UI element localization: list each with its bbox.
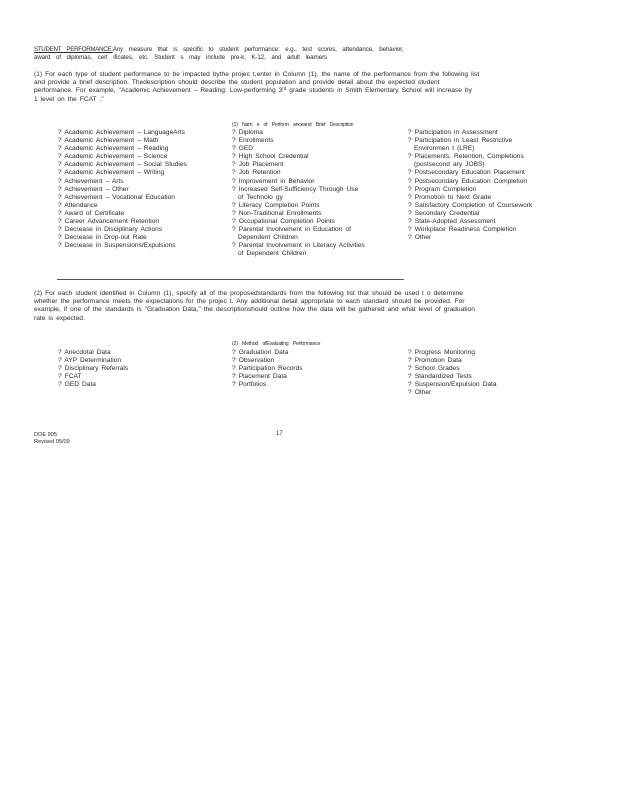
instruction-2-line: whether the performance meets the expectations for the projec t. Any additional detail appropriate to each standard should be provided. For	[34, 298, 465, 306]
performance-list-right	[408, 129, 532, 242]
performance-list-left	[58, 129, 187, 250]
list-item: ? Workplace Readiness Completion	[408, 226, 517, 234]
list-item: ? Award of Certificate	[58, 209, 125, 217]
list-item: ? Postsecondary Education Placement	[408, 169, 525, 177]
list-item: ? Decrease in Suspensions/Expulsions	[58, 242, 176, 250]
list-item: ? Attendance	[58, 201, 98, 209]
definition-term: STUDENT PERFORMANCE:	[34, 46, 113, 53]
list-item: ? Literacy Completion Points	[232, 201, 320, 209]
evaluation-list-right	[408, 349, 497, 398]
instruction-2-line: example, if one of the standards is "Graduation Data," the descriptionshould outline how the data will be gathered and what level of graduation	[34, 306, 475, 314]
section-divider	[57, 279, 404, 280]
list-item: ? Participation in Assessment	[408, 129, 498, 136]
list-item: ? Achievement – Other	[58, 185, 129, 193]
list-item: ? High School Credential	[232, 153, 309, 161]
definition-line2: award of diplomas, cert ificates, etc. Student s may include pre-k, K-12, and adult learners	[34, 54, 328, 61]
revision-date: Revised 05/09	[34, 439, 70, 445]
instruction-2-line: rate is expected.	[34, 314, 85, 322]
list-item: ? Secondary Credential	[408, 209, 480, 217]
list-item: ? Satisfactory Completion of Coursework	[408, 201, 533, 209]
performance-list-middle	[232, 129, 365, 259]
list-item: ? Standardized Tests	[408, 373, 472, 381]
list-item-continuation: of Technolo gy	[238, 193, 283, 201]
list-item: ? Observation	[232, 357, 275, 365]
column-1-header: (1) Nam e of Perform anceand Brief Description	[232, 122, 354, 128]
list-item-continuation: Environmen t (LRE)	[414, 145, 475, 153]
list-item: ? Academic Achievement – Reading	[58, 145, 169, 153]
student-performance-definition	[34, 46, 594, 62]
list-item: ? Postsecondary Education Completion	[408, 177, 528, 185]
instruction-1-line: 1 level on the FCAT ."	[34, 95, 104, 103]
list-item: ? Job Placement	[232, 161, 284, 169]
list-item: ? Disciplinary Referrals	[58, 365, 129, 373]
list-item: ? Other	[408, 234, 432, 242]
list-item: ? GED	[232, 145, 253, 153]
list-item: ? Increased Self-Sufficiency Through Use	[232, 185, 359, 193]
instruction-1	[34, 71, 589, 104]
list-item: ? Placement Data	[232, 373, 287, 381]
page-number: 17	[276, 431, 283, 437]
list-item: ? Academic Achievement – Math	[58, 137, 159, 145]
list-item: ? Diploma	[232, 129, 263, 136]
list-item: ? Other	[408, 389, 432, 397]
instruction-2-line: (2) For each student identified in Column (1), specify all of the proposedstandards from the following list that should be used t o determine	[34, 290, 463, 297]
form-id: DOE 905	[34, 432, 58, 438]
list-item: ? Improvement in Behavior	[232, 177, 315, 185]
list-item: ? Decrease in Drop-out Rate	[58, 234, 147, 242]
form-footer	[34, 432, 70, 446]
list-item: ? Participation in Least Restrictive	[408, 137, 513, 145]
list-item-continuation: Dependent Children	[238, 234, 298, 242]
list-item: ? Promotion Data	[408, 357, 462, 365]
list-item: ? School Grades	[408, 365, 460, 373]
list-item: ? Graduation Data	[232, 349, 289, 356]
list-item: ? Academic Achievement – Writing	[58, 169, 165, 177]
list-item: ? Enrollments	[232, 137, 274, 145]
instruction-1-line: performance. For example, "Academic Achievement – Reading: Low-performing 3rd grade students in Smith Elementary School will increase by	[34, 86, 472, 95]
list-item: ? Progress Monitoring	[408, 349, 475, 356]
superscript-rd: rd	[282, 86, 287, 92]
list-item: ? Academic Achievement – Science	[58, 153, 168, 161]
list-item: ? AYP Determination	[58, 357, 121, 365]
list-item: ? Academic Achievement – Social Studies	[58, 161, 187, 169]
instruction-1-line: and provide a brief description. Thedescription should describe the student population and provide detail about the expected student	[34, 79, 440, 87]
list-item: ? Parental Involvement in Literacy Activities	[232, 242, 365, 250]
list-item: ? Academic Achievement – LanguageArts	[58, 129, 185, 136]
list-item: ? Non-Traditional Enrollments	[232, 209, 322, 217]
instruction-2	[34, 290, 589, 323]
list-item: ? Decrease in Disciplinary Actions	[58, 226, 163, 234]
list-item-continuation: (postsecond ary JOBS)	[414, 161, 485, 169]
definition-line1: Any measure that is specific to student performance: e.g., test scores, attendance, behavior,	[112, 46, 404, 53]
list-item-continuation: of Dependent Children	[238, 250, 307, 258]
list-item: ? Parental Involvement in Education of	[232, 226, 351, 234]
list-item: ? Participation Records	[232, 365, 303, 373]
list-item: ? Achievement – Vocational Education	[58, 193, 175, 201]
list-item: ? Suspension/Expulsion Data	[408, 381, 497, 389]
list-item: ? Promotion to Next Grade	[408, 193, 492, 201]
column-2-header: (2) Method ofEvaluating Performance	[232, 341, 321, 347]
list-item: ? FCAT	[58, 373, 82, 381]
list-item: ? Anecdotal Data	[58, 349, 111, 356]
list-item: ? Career Advancement Retention	[58, 218, 160, 226]
list-item: ? Program Completion	[408, 185, 477, 193]
list-item: ? Job Retention	[232, 169, 281, 177]
list-item: ? GED Data	[58, 381, 96, 389]
list-item: ? Portfolios	[232, 381, 267, 389]
evaluation-list-middle	[232, 349, 303, 389]
instruction-1-line: (1) For each type of student performance to be impacted bythe projec t,enter in Column (1), the name of the performance from the following list	[34, 71, 480, 78]
list-item: ? State-Adopted Assessment	[408, 218, 496, 226]
list-item: ? Achievement – Arts	[58, 177, 124, 185]
list-item: ? Placements, Retention, Completions	[408, 153, 524, 161]
evaluation-list-left	[58, 349, 128, 389]
list-item: ? Occupational Completion Points	[232, 218, 335, 226]
